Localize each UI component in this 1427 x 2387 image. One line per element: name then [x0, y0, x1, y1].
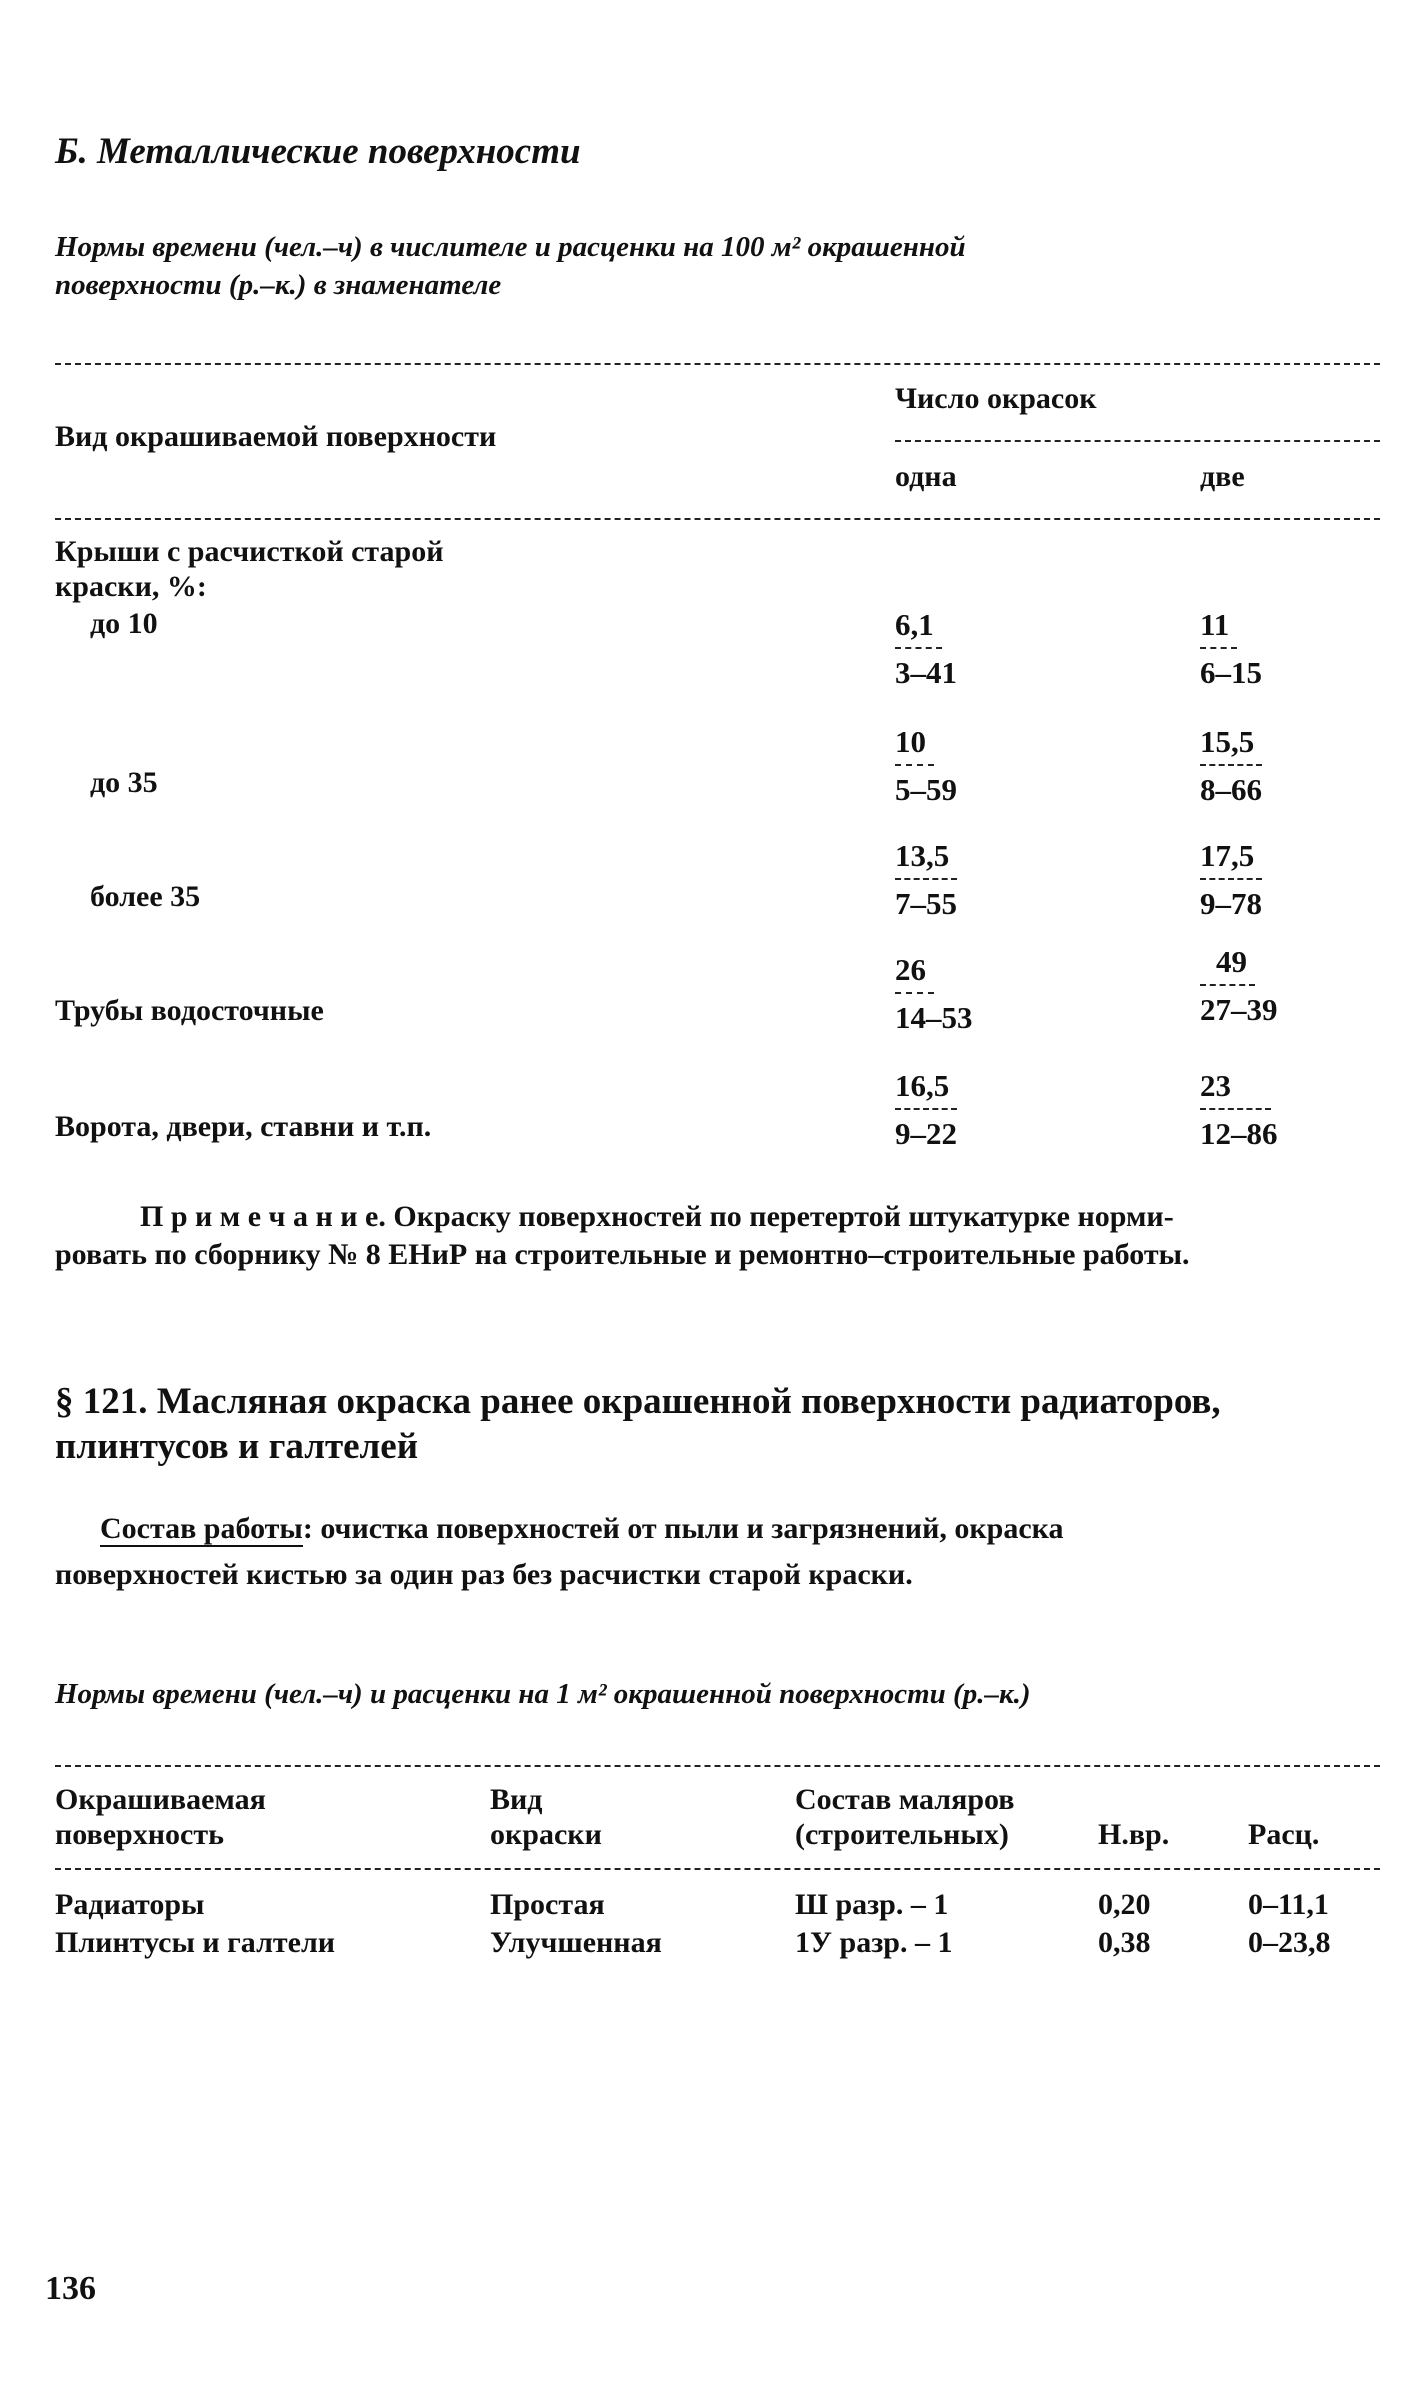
rate-value: 6–15 — [1200, 655, 1262, 690]
table1-col-one: одна — [895, 460, 957, 493]
table2-row-kind: Простая — [490, 1888, 605, 1921]
table2-row-rate: 0–23,8 — [1248, 1926, 1331, 1959]
table1-col-surface: Вид окрашиваемой поверхности — [55, 420, 497, 453]
table1-cell-one — [895, 722, 1005, 810]
norm-value: 49 — [1200, 942, 1255, 986]
table1-col-coats: Число окрасок — [895, 382, 1097, 415]
table2-h-crew-l2: (строительных) — [795, 1818, 1009, 1851]
table1-cell-one — [895, 1066, 1005, 1154]
rate-value: 14–53 — [895, 1000, 973, 1035]
table1-cell-two — [1200, 605, 1310, 693]
table2-row-crew: Ш разр. – 1 — [795, 1888, 949, 1921]
table2-row-norm: 0,38 — [1098, 1926, 1151, 1959]
table2-h-norm: Н.вр. — [1098, 1818, 1170, 1851]
section-121-heading-line1: § 121. Масляная окраска ранее окрашенной поверхности радиаторов, — [55, 1381, 1221, 1422]
table1-row-label: более 35 — [90, 880, 201, 913]
rate-value: 12–86 — [1200, 1116, 1278, 1151]
table2-h-kind-l1: Вид — [490, 1783, 543, 1816]
norm-value: 13,5 — [895, 836, 957, 880]
rate-value: 9–22 — [895, 1116, 957, 1151]
table1-cell-two — [1200, 1066, 1310, 1154]
table2-row-kind: Улучшенная — [490, 1926, 662, 1959]
page-number: 136 — [45, 2270, 96, 2307]
table1-sub-rule — [895, 440, 1380, 442]
table2-h-surface-l1: Окрашиваемая — [55, 1783, 266, 1816]
work-composition-line2: поверхностей кистью за один раз без расчистки старой краски. — [55, 1558, 913, 1591]
note-label: П р и м е ч а н и е. — [140, 1200, 386, 1233]
table1-col-two: две — [1200, 460, 1245, 493]
norm-value: 6,1 — [895, 605, 942, 649]
table2-row-surface: Радиаторы — [55, 1888, 205, 1921]
table1-cell-two — [1200, 836, 1310, 924]
table2-h-surface-l2: поверхность — [55, 1818, 224, 1851]
table1-row-label: до 10 — [90, 607, 158, 640]
table1-row-label: Ворота, двери, ставни и т.п. — [55, 1110, 432, 1143]
rate-value: 5–59 — [895, 772, 957, 807]
rate-value: 3–41 — [895, 655, 957, 690]
table1-cell-two — [1200, 942, 1310, 1030]
section-heading-metal: Б. Металлические поверхности — [55, 131, 581, 172]
table1-cell-one — [895, 605, 1005, 693]
norm-value: 23 — [1200, 1066, 1271, 1110]
roofs-label-line1: Крыши с расчисткой старой — [55, 535, 444, 568]
table2-row-norm: 0,20 — [1098, 1888, 1151, 1921]
table2-top-rule — [55, 1765, 1380, 1767]
norm-value: 10 — [895, 722, 934, 766]
table1-header-rule — [55, 518, 1380, 520]
table2-h-kind-l2: окраски — [490, 1818, 602, 1851]
table1-cell-one — [895, 950, 1005, 1038]
norms-caption-line1: Нормы времени (чел.–ч) в числителе и расценки на 100 м² окрашенной — [55, 231, 966, 263]
norm-value: 15,5 — [1200, 722, 1262, 766]
table2-row-surface: Плинтусы и галтели — [55, 1926, 336, 1959]
table1-cell-one — [895, 836, 1005, 924]
table2-h-crew-l1: Состав маляров — [795, 1783, 1015, 1816]
note-line1 — [140, 1200, 1174, 1234]
norm-value: 16,5 — [895, 1066, 957, 1110]
norms-caption-121: Нормы времени (чел.–ч) и расценки на 1 м² окрашенной поверхности (р.–к.) — [55, 1678, 1031, 1710]
table2-row-crew: 1У разр. – 1 — [795, 1926, 953, 1959]
work-composition-label: Состав работы — [100, 1512, 303, 1545]
section-121-heading-line2: плинтусов и галтелей — [55, 1426, 419, 1467]
norm-value: 11 — [1200, 605, 1237, 649]
table1-top-rule — [55, 363, 1380, 365]
rate-value: 8–66 — [1200, 772, 1262, 807]
note-line2: ровать по сборнику № 8 ЕНиР на строительные и ремонтно–строительные работы. — [55, 1238, 1190, 1271]
table2-h-rate: Расц. — [1248, 1818, 1320, 1851]
norms-caption-line2: поверхности (р.–к.) в знаменателе — [55, 269, 502, 301]
rate-value: 7–55 — [895, 886, 957, 921]
work-composition-text: : очистка поверхностей от пыли и загрязнений, окраска — [302, 1512, 1064, 1545]
note-text: Окраску поверхностей по перетертой штукатурке норми- — [385, 1200, 1174, 1233]
norm-value: 26 — [895, 950, 934, 994]
table1-row-label: Трубы водосточные — [55, 994, 324, 1027]
roofs-label-line2: краски, %: — [55, 570, 207, 603]
table1-row-label: до 35 — [90, 766, 158, 799]
rate-value: 27–39 — [1200, 992, 1278, 1027]
rate-value: 9–78 — [1200, 886, 1262, 921]
table2-row-rate: 0–11,1 — [1248, 1888, 1329, 1921]
work-composition-line1 — [100, 1512, 1064, 1546]
table1-cell-two — [1200, 722, 1310, 810]
norm-value: 17,5 — [1200, 836, 1262, 880]
table2-header-rule — [55, 1868, 1380, 1870]
